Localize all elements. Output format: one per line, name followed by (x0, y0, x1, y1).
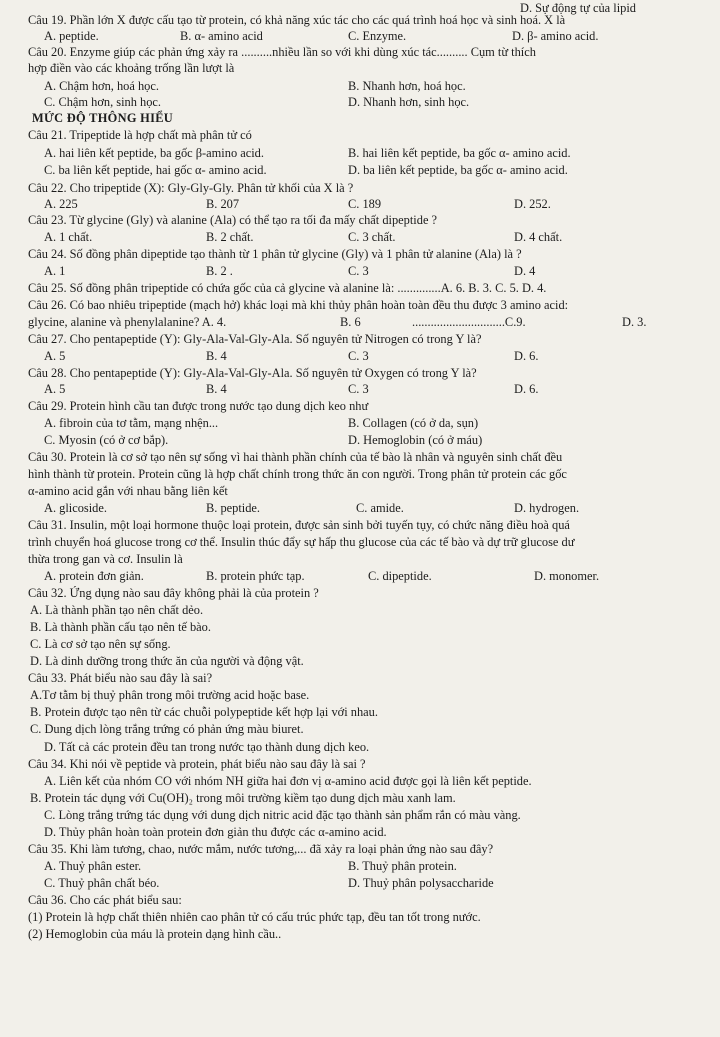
text-segment: B. 4 (206, 382, 227, 396)
text-line (0, 619, 720, 636)
text-line (0, 534, 720, 551)
text-line (0, 12, 720, 29)
text-segment: D. Tất cả các protein đều tan trong nước tạo thành dung dịch keo. (44, 740, 370, 754)
text-segment: A. 1 chất. (44, 230, 93, 244)
text-line (0, 212, 720, 229)
text-segment: C. Thuỷ phân chất béo. (44, 876, 160, 890)
text-segment: Câu 19. Phần lớn X được cấu tạo từ protein, có khả năng xúc tác cho các quá trình hoá học và sinh hoá. X là (28, 13, 566, 27)
text-segment: C. 3 (348, 349, 369, 363)
text-line (0, 398, 720, 415)
text-segment: D. β- amino acid. (512, 29, 599, 43)
text-segment: B. 2 chất. (206, 230, 254, 244)
text-segment: D. Sự động tự của lipid (520, 1, 636, 15)
text-line (0, 196, 720, 213)
text-segment: Câu 28. Cho pentapeptide (Y): Gly-Ala-Val-Gly-Ala. Số nguyên tử Oxygen có trong Y là? (28, 366, 477, 380)
text-line (0, 127, 720, 144)
text-line (0, 892, 720, 909)
text-segment: thừa trong gan và cơ. Insulin là (28, 552, 183, 566)
text-segment: Câu 34. Khi nói về peptide và protein, phát biểu nào sau đây là sai ? (28, 757, 366, 771)
text-segment: A. Thuỷ phân ester. (44, 859, 142, 873)
text-segment: C. Enzyme. (348, 29, 407, 43)
text-segment: Câu 20. Enzyme giúp các phản ứng xảy ra ..........nhiều lần so với khi dùng xúc tác.......... Cụm từ thích (28, 45, 536, 59)
text-line (0, 331, 720, 348)
text-segment: C. 3 chất. (348, 230, 396, 244)
text-segment: A. Là thành phần tạo nên chất dẻo. (30, 603, 204, 617)
text-line (0, 926, 720, 943)
text-line (0, 110, 720, 127)
text-segment: A. Chậm hơn, hoá học. (44, 79, 159, 93)
text-segment: A. 1 (44, 264, 66, 278)
text-segment: D. Hemoglobin (có ở máu) (348, 433, 483, 447)
text-line (0, 551, 720, 568)
text-segment: C. ba liên kết peptide, hai gốc α- amino acid. (44, 163, 267, 177)
text-line (0, 229, 720, 246)
text-line (0, 858, 720, 875)
text-line (0, 449, 720, 466)
text-segment: B. α- amino acid (180, 29, 263, 43)
text-segment: D. Nhanh hơn, sinh học. (348, 95, 470, 109)
text-segment: B. Collagen (có ở da, sụn) (348, 416, 479, 430)
text-line (0, 602, 720, 619)
text-line (0, 807, 720, 824)
text-segment: C. amide. (356, 501, 404, 515)
text-segment: A. peptide. (44, 29, 99, 43)
text-line (0, 739, 720, 756)
text-segment: D. Thuỷ phân polysaccharide (348, 876, 494, 890)
text-segment: B. 6 (340, 315, 361, 329)
text-segment: C. 3 (348, 264, 369, 278)
text-segment: Câu 33. Phát biểu nào sau đây là sai? (28, 671, 213, 685)
text-segment: C. dipeptide. (368, 569, 432, 583)
text-segment: ..............................C.9. (412, 315, 526, 329)
text-segment: Câu 31. Insulin, một loại hormone thuộc loại protein, được sản sinh bởi tuyến tụy, có chức năng điều hoà quá (28, 518, 570, 532)
text-line (0, 687, 720, 704)
text-segment: A. 225 (44, 197, 78, 211)
text-segment: B. Protein được tạo nên từ các chuỗi polypeptide kết hợp lại với nhau. (30, 705, 378, 719)
text-segment: Câu 35. Khi làm tương, chao, nước mắm, nước tương,... đã xảy ra loại phản ứng nào sau đây? (28, 842, 494, 856)
text-segment: A. 5 (44, 382, 66, 396)
text-line (0, 824, 720, 841)
text-line (0, 585, 720, 602)
text-line (0, 145, 720, 162)
text-line (0, 314, 720, 331)
text-line (0, 78, 720, 95)
text-segment: D. 6. (514, 382, 539, 396)
text-line (0, 432, 720, 449)
text-segment: D. 252. (514, 197, 551, 211)
text-segment: A. 5 (44, 349, 66, 363)
text-segment: D. ba liên kết peptide, ba gốc α- amino acid. (348, 163, 568, 177)
text-segment: B. 4 (206, 349, 227, 363)
text-line (0, 381, 720, 398)
text-segment: (2) Hemoglobin của máu là protein dạng hình cầu.. (28, 927, 282, 941)
text-line (0, 162, 720, 179)
text-segment: B. Nhanh hơn, hoá học. (348, 79, 466, 93)
text-line (0, 773, 720, 790)
text-segment: A. Liên kết của nhóm CO với nhóm NH giữa hai đơn vị α-amino acid được gọi là liên kết peptide. (44, 774, 532, 788)
text-segment: Câu 26. Có bao nhiêu tripeptide (mạch hở) khác loại mà khi thủy phân hoàn toàn đều thu được 3 amino acid: (28, 298, 569, 312)
text-line (0, 909, 720, 926)
text-segment: C. Là cơ sở tạo nên sự sống. (30, 637, 171, 651)
text-segment: Câu 21. Tripeptide là hợp chất mà phân tử có (28, 128, 252, 142)
text-segment: A. protein đơn giản. (44, 569, 144, 583)
text-segment: α-amino acid gắn với nhau bằng liên kết (28, 484, 228, 498)
text-segment: B. Thuỷ phân protein. (348, 859, 457, 873)
section-heading: MỨC ĐỘ THÔNG HIỂU (32, 111, 174, 125)
text-line (0, 28, 720, 45)
text-segment: D. monomer. (534, 569, 600, 583)
text-line (0, 653, 720, 670)
text-segment: B. protein phức tạp. (206, 569, 305, 583)
text-segment: A.Tơ tằm bị thuỷ phân trong môi trường acid hoặc base. (30, 688, 310, 702)
text-segment: (1) Protein là hợp chất thiên nhiên cao phân tử có cấu trúc phức tạp, đều tan tốt trong nước. (28, 910, 481, 924)
text-line (0, 246, 720, 263)
text-line (0, 636, 720, 653)
text-line (0, 670, 720, 687)
text-line (0, 280, 720, 297)
text-segment: Câu 24. Số đồng phân dipeptide tạo thành từ 1 phân tử glycine (Gly) và 1 phân tử alanine (Ala) là ? (28, 247, 522, 261)
text-segment: D. 4 (514, 264, 536, 278)
text-line (0, 756, 720, 773)
text-line (0, 500, 720, 517)
text-line (0, 94, 720, 111)
text-segment: A. glicoside. (44, 501, 107, 515)
text-line (0, 415, 720, 432)
text-segment: Câu 30. Protein là cơ sở tạo nên sự sống vì hai thành phần chính của tế bào là nhân và nguyên sinh chất đều (28, 450, 563, 464)
text-line (0, 365, 720, 382)
text-segment: Câu 25. Số đồng phân tripeptide có chứa gốc của cả glycine và alanine là: ..............A. 6. B. 3. C. 5. D. 4. (28, 281, 547, 295)
text-line (0, 60, 720, 77)
text-segment: C. Lòng trắng trứng tác dụng với dung dịch nitric acid đặc tạo thành sản phẩm rắn có màu vàng. (44, 808, 521, 822)
text-segment: Câu 22. Cho tripeptide (X): Gly-Gly-Gly. Phân tử khối của X là ? (28, 181, 354, 195)
text-line (0, 348, 720, 365)
text-segment: A. hai liên kết peptide, ba gốc β-amino acid. (44, 146, 264, 160)
text-line (0, 721, 720, 738)
text-line (0, 841, 720, 858)
text-segment: B. Là thành phần cấu tạo nên tế bào. (30, 620, 211, 634)
text-segment: Câu 32. Ứng dụng nào sau đây không phải là của protein ? (28, 586, 319, 600)
text-segment: C. 189 (348, 197, 382, 211)
text-segment: C. Chậm hơn, sinh học. (44, 95, 162, 109)
text-segment: C. Myosin (có ở cơ bắp). (44, 433, 169, 447)
text-segment: B. 207 (206, 197, 240, 211)
text-segment: D. 4 chất. (514, 230, 563, 244)
text-segment: D. Là dinh dưỡng trong thức ăn của người và động vật. (30, 654, 304, 668)
text-segment: C. 3 (348, 382, 369, 396)
text-segment: D. 3. (622, 315, 647, 329)
text-line (0, 466, 720, 483)
text-line (0, 297, 720, 314)
text-segment: Câu 29. Protein hình cầu tan được trong nước tạo dung dịch keo như (28, 399, 369, 413)
text-segment: A. fibroin của tơ tằm, mạng nhện... (44, 416, 219, 430)
text-line (0, 483, 720, 500)
text-line (0, 790, 720, 807)
text-segment: D. hydrogen. (514, 501, 580, 515)
text-segment: D. Thủy phân hoàn toàn protein đơn giản thu được các α-amino acid. (44, 825, 387, 839)
text-segment: hình thành từ protein. Protein cũng là hợp chất chính trong thức ăn con người. Trong phân tử protein các gốc (28, 467, 567, 481)
text-segment: hợp điền vào các khoảng trống lần lượt là (28, 61, 235, 75)
text-segment: D. 6. (514, 349, 539, 363)
text-line (0, 568, 720, 585)
text-line (0, 704, 720, 721)
text-segment: B. hai liên kết peptide, ba gốc α- amino acid. (348, 146, 571, 160)
text-line (0, 180, 720, 197)
text-segment: B. Protein tác dụng với Cu(OH)₂ trong môi trường kiềm tạo dung dịch màu xanh lam. (30, 791, 456, 805)
text-line (0, 44, 720, 61)
text-segment: B. peptide. (206, 501, 261, 515)
text-segment: glycine, alanine và phenylalanine? A. 4. (28, 315, 227, 329)
text-segment: Câu 27. Cho pentapeptide (Y): Gly-Ala-Val-Gly-Ala. Số nguyên tử Nitrogen có trong Y là? (28, 332, 482, 346)
text-line (0, 263, 720, 280)
text-segment: trình chuyển hoá glucose trong cơ thể. Insulin thúc đẩy sự hấp thu glucose của các tế bào và dự trữ glucose dư (28, 535, 575, 549)
text-segment: Câu 23. Từ glycine (Gly) và alanine (Ala) có thể tạo ra tối đa mấy chất dipeptide ? (28, 213, 438, 227)
text-line (0, 517, 720, 534)
text-segment: Câu 36. Cho các phát biểu sau: (28, 893, 182, 907)
text-segment: C. Dung dịch lòng trắng trứng có phản ứng màu biuret. (30, 722, 304, 736)
text-segment: B. 2 . (206, 264, 233, 278)
text-line (0, 875, 720, 892)
